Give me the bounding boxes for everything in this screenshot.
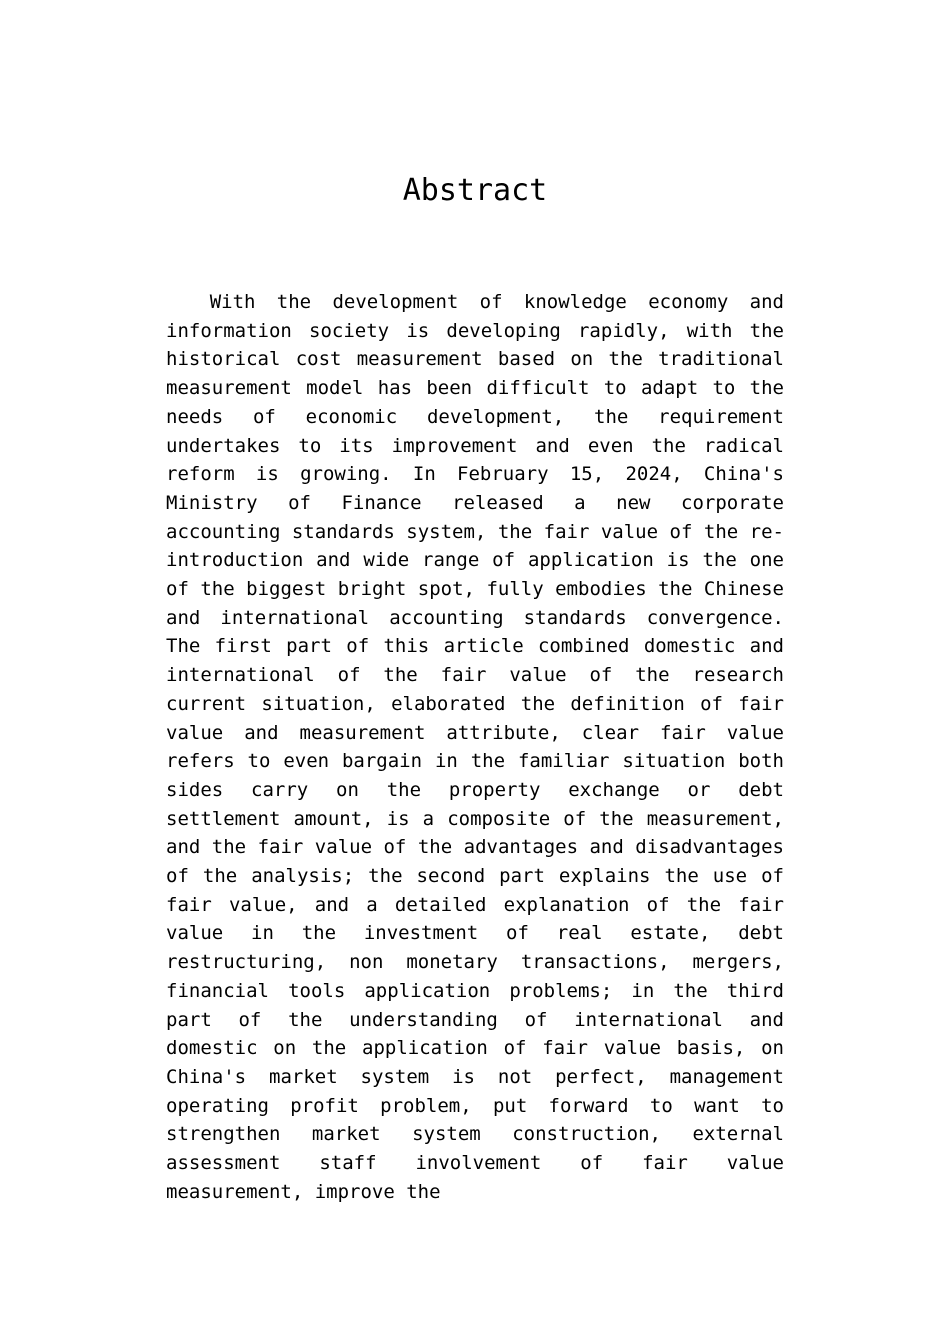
page-title: Abstract [402,173,548,208]
abstract-body [166,288,784,1207]
abstract-paragraph: With the development of knowledge economy and information society is developing rapidly, with the historical cost measurement based on the traditional measurement model has been difficult to adapt to the needs of economic development, the requirement undertakes to its improvement and even the radical reform is growing. In February 15, 2024, China's Ministry of Finance released a new corporate accounting standards system, the fair value of the re-introduction and wide range of application is the one of the biggest bright spot, fully embodies the Chinese and international accounting standards convergence. The first part of this article combined domestic and international of the fair value of the research current situation, elaborated the definition of fair value and measurement attribute, clear fair value refers to even bargain in the familiar situation both sides carry on the property exchange or debt settlement amount, is a composite of the measurement, and the fair value of the advantages and disadvantages of the analysis; the second part explains the use of fair value, and a detailed explanation of the fair value in the investment of real estate, debt restructuring, non monetary transactions, mergers, financial tools application problems; in the third part of the understanding of international and domestic on the application of fair value basis, on China's market system is not perfect, management operating profit problem, put forward to want to strengthen market system construction, external assessment staff involvement of fair value measurement, improve the [166,291,784,1203]
